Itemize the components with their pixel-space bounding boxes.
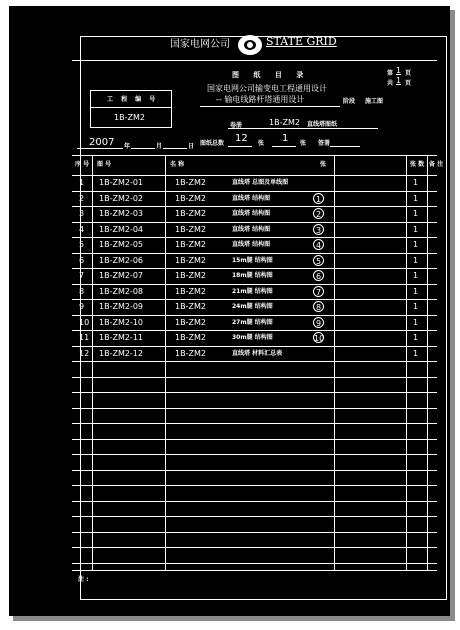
row-description: 直线塔 结构图 (232, 194, 271, 202)
row-mark: 9 (313, 317, 324, 328)
row-code: 1B-ZM2-03 (99, 209, 144, 218)
row-qty: 1 (413, 286, 419, 296)
row-number: 6 (79, 255, 85, 265)
header-name-end: 张 (320, 161, 327, 168)
signed-label: 签署 (318, 140, 331, 147)
row-name: 1B-ZM2 (175, 348, 206, 358)
row-name: 1B-ZM2 (175, 271, 206, 280)
header-index: 序 号 (75, 161, 90, 168)
header-code: 图 号 (97, 161, 112, 168)
project-line-2: -- 输电线路杆塔通用设计 (216, 95, 305, 104)
row-mark: 8 (313, 301, 324, 312)
sheet-number: 1 (396, 66, 402, 75)
row-code: 1B-ZM2-04 (99, 224, 144, 234)
row-qty: 1 (413, 193, 419, 203)
row-description: 直线塔 总图及单线图 (232, 179, 289, 186)
stage-label: 阶段 (343, 98, 356, 105)
row-description: 直线塔 结构图 (232, 225, 271, 233)
row-number: 2 (79, 193, 85, 203)
row-description: 直线塔 结构图 (232, 241, 271, 248)
row-code: 1B-ZM2-06 (99, 255, 144, 265)
project-number-value: 1B-ZM2 (114, 113, 145, 122)
company-name: 国家电网公司 (170, 39, 230, 50)
row-description: 21m腿 结构图 (232, 287, 273, 295)
row-number: 10 (79, 317, 90, 327)
state-grid-logo-icon (238, 35, 262, 55)
row-code: 1B-ZM2-07 (99, 271, 144, 280)
row-description: 27m腿 结构图 (232, 318, 273, 326)
row-name: 1B-ZM2 (175, 178, 206, 187)
row-code: 1B-ZM2-12 (99, 348, 144, 358)
project-line-1: 国家电网公司输变电工程通用设计 (207, 84, 327, 93)
row-mark: 1 (313, 193, 324, 204)
row-description: 24m腿 结构图 (232, 303, 273, 310)
header-remark: 备 注 (429, 161, 444, 168)
row-qty: 1 (413, 317, 419, 327)
row-qty: 1 (413, 209, 419, 218)
row-mark: 4 (313, 239, 324, 250)
volume-suffix: 直线塔图纸 (307, 121, 338, 128)
sheets-count: 12 (235, 133, 248, 144)
row-number: 8 (79, 286, 85, 296)
project-number-label: 工 程 编 号 (107, 96, 159, 103)
row-description: 18m腿 结构图 (232, 272, 273, 279)
row-qty: 1 (413, 271, 419, 280)
row-name: 1B-ZM2 (175, 240, 206, 249)
sheet-total: 1 (396, 76, 402, 85)
row-name: 1B-ZM2 (175, 317, 206, 327)
row-name: 1B-ZM2 (175, 193, 206, 203)
row-qty: 1 (413, 348, 419, 358)
row-qty: 1 (413, 178, 419, 187)
row-number: 3 (79, 209, 85, 218)
row-code: 1B-ZM2-11 (99, 333, 144, 342)
row-qty: 1 (413, 224, 419, 234)
row-number: 5 (79, 240, 85, 249)
brand-name: STATE GRID (266, 35, 337, 48)
row-mark: 3 (313, 224, 324, 235)
row-description: 直线塔 材料汇总表 (232, 349, 283, 357)
row-mark: 5 (313, 255, 324, 266)
note-label: 注 : (78, 576, 89, 583)
row-code: 1B-ZM2-02 (99, 193, 144, 203)
document-title: 图 纸 目 录 (232, 71, 310, 79)
row-name: 1B-ZM2 (175, 255, 206, 265)
row-description: 15m腿 结构图 (232, 256, 273, 264)
row-code: 1B-ZM2-10 (99, 317, 144, 327)
row-qty: 1 (413, 302, 419, 311)
row-description: 30m腿 结构图 (232, 334, 273, 341)
row-name: 1B-ZM2 (175, 333, 206, 342)
sheets-count-label: 图纸总数 (200, 140, 225, 147)
date-year: 2007 (89, 137, 115, 148)
row-number: 12 (79, 348, 90, 358)
row-number: 1 (79, 178, 85, 187)
row-code: 1B-ZM2-09 (99, 302, 144, 311)
row-number: 7 (79, 271, 85, 280)
row-mark: 10 (314, 334, 325, 343)
volume-label: 卷册 (230, 122, 243, 129)
row-code: 1B-ZM2-05 (99, 240, 144, 249)
row-name: 1B-ZM2 (175, 209, 206, 218)
row-name: 1B-ZM2 (175, 286, 206, 296)
row-code: 1B-ZM2-01 (99, 178, 144, 187)
stage-value: 施工图 (365, 98, 384, 105)
row-number: 11 (79, 333, 90, 342)
row-mark: 6 (313, 270, 324, 281)
reuse-count: 1 (282, 133, 289, 144)
header-name: 名 称 (170, 161, 185, 168)
row-qty: 1 (413, 255, 419, 265)
row-qty: 1 (413, 333, 419, 342)
row-number: 9 (79, 302, 85, 311)
row-name: 1B-ZM2 (175, 302, 206, 311)
row-description: 直线塔 结构图 (232, 210, 271, 217)
row-number: 4 (79, 224, 85, 234)
row-code: 1B-ZM2-08 (99, 286, 144, 296)
row-mark: 2 (313, 208, 324, 219)
volume-value: 1B-ZM2 (269, 118, 300, 127)
row-qty: 1 (413, 240, 419, 249)
header-qty: 张 数 (410, 161, 425, 168)
row-name: 1B-ZM2 (175, 224, 206, 234)
row-mark: 7 (313, 286, 324, 297)
drawing-list-table (72, 155, 444, 570)
